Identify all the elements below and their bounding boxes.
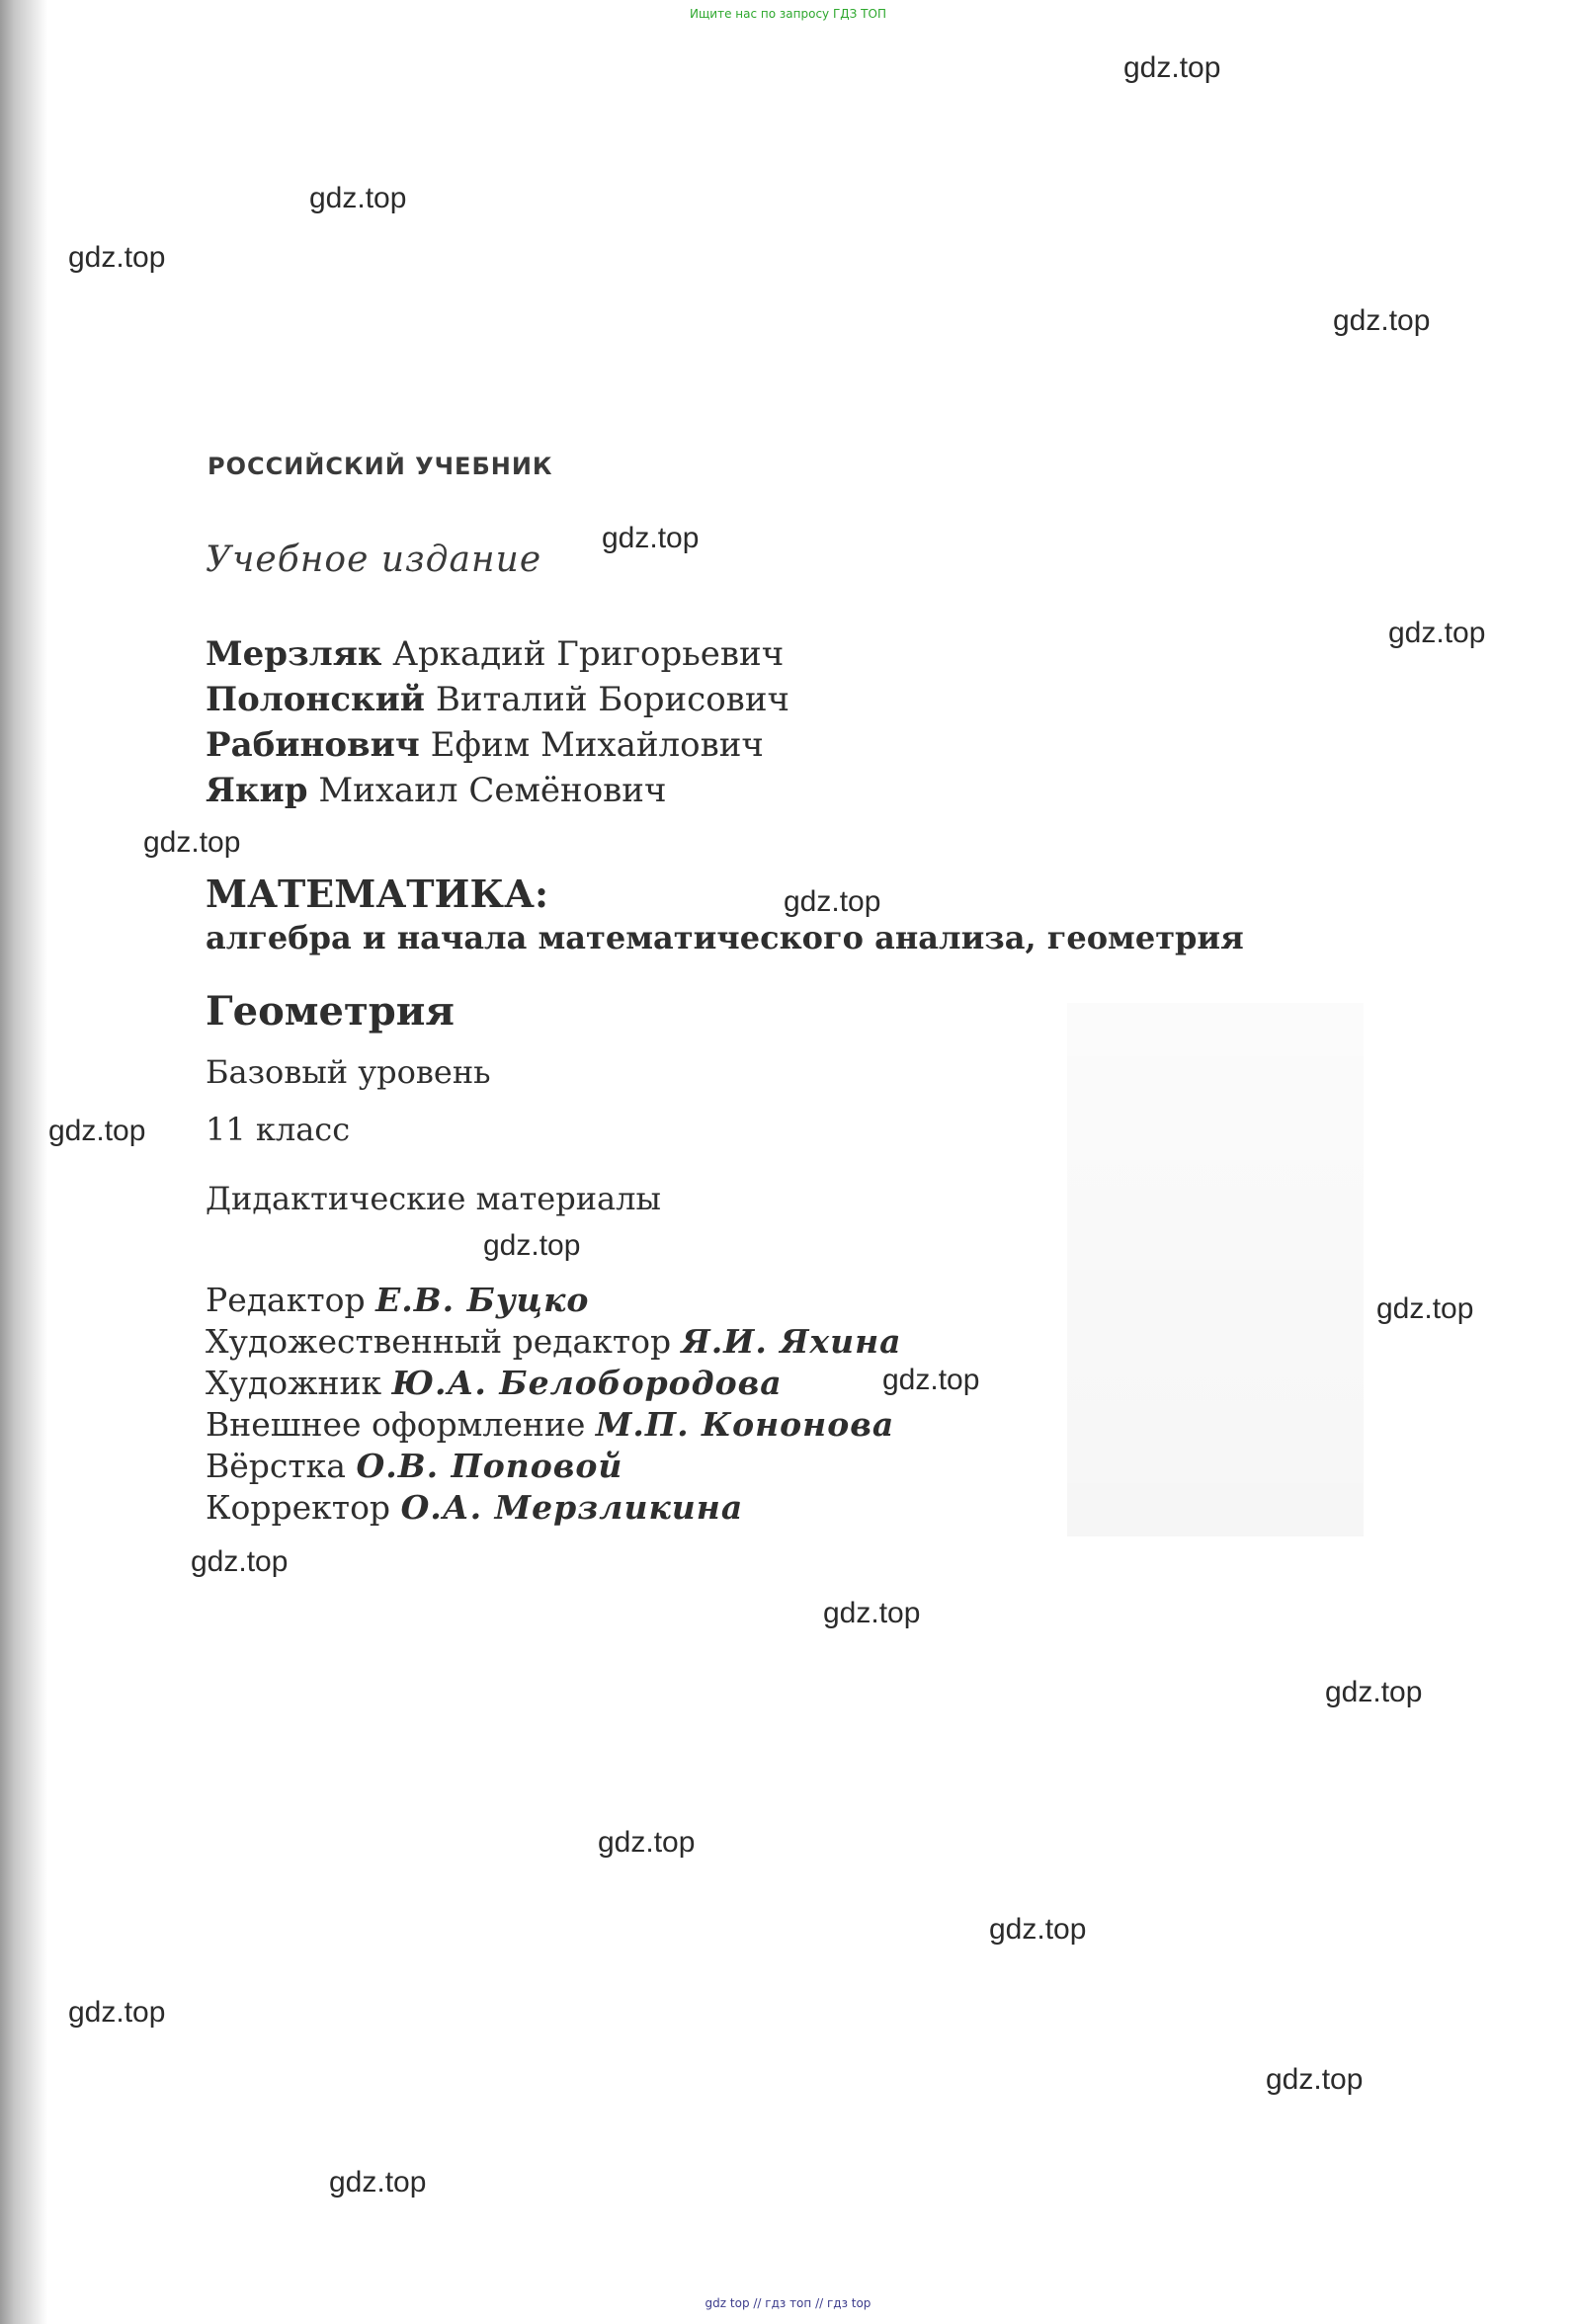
bleed-through-shadow [1067,1003,1364,1536]
watermark: gdz.top [598,1826,696,1859]
author-surname: Мерзляк [206,634,382,674]
credit-line [206,1364,783,1402]
credit-name: Я.И. Яхина [681,1322,902,1361]
credit-line [206,1488,743,1527]
author-surname: Полонский [206,680,426,719]
level-label: Базовый уровень [206,1053,491,1091]
credit-role: Вёрстка [206,1447,346,1485]
watermark: gdz.top [483,1229,581,1262]
watermark: gdz.top [191,1545,289,1578]
material-type: Дидактические материалы [206,1180,661,1217]
book-subtitle: алгебра и начала математического анализа, геометрия [206,919,1244,956]
author-line [206,771,666,810]
credit-name: О.А. Мерзликина [400,1488,744,1527]
watermark: gdz.top [1388,617,1486,649]
watermark: gdz.top [1266,2063,1364,2096]
credit-name: М.П. Кононова [595,1405,895,1444]
credit-role: Корректор [206,1488,391,1527]
credit-role: Внешнее оформление [206,1405,586,1444]
watermark: gdz.top [1333,304,1431,337]
grade-label: 11 класс [206,1111,351,1148]
author-line [206,634,784,674]
watermark: gdz.top [329,2166,427,2199]
credit-role: Художественный редактор [206,1322,672,1361]
credit-line [206,1447,622,1485]
watermark: gdz.top [823,1597,921,1629]
watermark: gdz.top [1376,1292,1474,1325]
credit-name: О.В. Поповой [356,1447,623,1485]
watermark: gdz.top [68,1996,166,2029]
author-surname: Якир [206,771,308,810]
top-search-note: Ищите нас по запросу ГДЗ ТОП [690,7,886,21]
watermark: gdz.top [309,182,407,214]
credit-role: Редактор [206,1281,366,1319]
author-surname: Рабинович [206,725,420,765]
author-given-name: Аркадий Григорьевич [392,634,785,674]
credit-role: Художник [206,1364,382,1402]
series-label: РОССИЙСКИЙ УЧЕБНИК [207,453,553,480]
author-given-name: Виталий Борисович [435,680,789,719]
subject-title: Геометрия [206,988,455,1035]
author-given-name: Ефим Михайлович [430,725,764,765]
watermark: gdz.top [48,1115,146,1147]
book-title: МАТЕМАТИКА: [206,872,548,916]
page-spine-shadow [0,0,47,2324]
watermark: gdz.top [882,1364,980,1396]
credit-line [206,1322,902,1361]
edition-type: Учебное издание [206,540,542,580]
author-line [206,680,789,719]
watermark: gdz.top [68,241,166,274]
credit-name: Ю.А. Белобородова [391,1364,783,1402]
author-line [206,725,764,765]
author-given-name: Михаил Семёнович [318,771,667,810]
credit-name: Е.В. Буцко [375,1281,590,1319]
credit-line [206,1405,894,1444]
watermark: gdz.top [143,826,241,859]
credit-line [206,1281,589,1319]
watermark: gdz.top [1325,1676,1423,1708]
watermark: gdz.top [989,1913,1087,1946]
watermark: gdz.top [602,522,700,554]
bottom-footer-note: gdz top // гдз топ // гдз top [705,2296,871,2310]
watermark: gdz.top [784,885,881,918]
watermark: gdz.top [1123,51,1221,84]
